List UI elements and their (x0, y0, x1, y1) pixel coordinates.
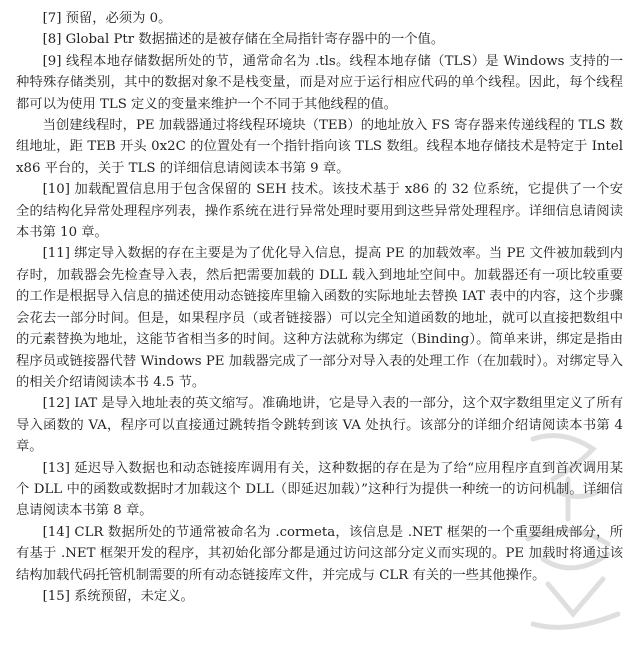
paragraph-8: [8] Global Ptr 数据描述的是被存储在全局指针寄存器中的一个值。 (42, 32, 445, 48)
paragraph-13: [13] 延迟导入数据也和动态链接库调用有关，这种数据的存在是为了给“应用程序直到首次调用某个 DLL 中的函数或数据时才加载这个 DLL（即延迟加载）”这种行为提供一种统一的访问机制。详细信息请阅读本书第 8 章。 (16, 460, 623, 519)
paragraph-15: [15] 系统预留，未定义。 (42, 588, 194, 604)
paragraph-9: [9] 线程本地存储数据所处的节，通常命名为 .tls。线程本地存储（TLS）是 Windows 支持的一种特殊存储类别，其中的数据对象不是栈变量，而是对应于运行相应代码的单个线程。因此，每个线程都可以为使用 TLS 定义的变量来维护一个不同于其他线程的值。 (16, 53, 623, 112)
paragraph-14: [14] CLR 数据所处的节通常被命名为 .cormeta，该信息是 .NET 框架的一个重要组成部分，所有基于 .NET 框架开发的程序，其初始化部分都是通过访问这部分定义而实现的。PE 加载时将通过该结构加载代码托管机制需要的所有动态链接库文件，并完成与 CLR 有关的一些其他操作。 (16, 524, 623, 583)
paragraph-10: [10] 加载配置信息用于包含保留的 SEH 技术。该技术基于 x86 的 32 位系统，它提供了一个安全的结构化异常处理程序列表，操作系统在进行异常处理时要用到这些异常处理程序。详细信息请阅读本书第 10 章。 (16, 182, 623, 241)
paragraph-12: [12] IAT 是导入地址表的英文缩写。准确地讲，它是导入表的一部分，这个双字数组里定义了所有导入函数的 VA，程序可以直接通过跳转指令跳转到该 VA 处执行。该部分的详细介绍请阅读本书第 4 章。 (16, 396, 623, 455)
paragraph-7: [7] 预留，必须为 0。 (42, 11, 172, 26)
paragraph-11: [11] 绑定导入数据的存在主要是为了优化导入信息，提高 PE 的加载效率。当 PE 文件被加载到内存时，加载器会先检查导入表，然后把需要加载的 DLL 载入到地址空间中。加载器还有一项比较重要的工作是根据导入信息的描述使用动态链接库里输入函数的实际地址去替换 IAT 表中的内容，这个步骤会花去一部分时间。但是，如果程序员（或者链接器）可以完全知道函数的地址，就可以直接把数组中的元素替换为地址，这能节省相当多的时间。这种方法就称为绑定（Binding）。简单来讲，绑定是指由程序员或链接器代替 Windows PE 加载器完成了一部分对导入表的处理工作（在加载时）。对绑定导入的相关介绍请阅读本书 4.5 节。 (16, 246, 623, 390)
paragraph-9-continued: 当创建线程时，PE 加载器通过将线程环境块（TEB）的地址放入 FS 寄存器来传递线程的 TLS 数组地址，距 TEB 开头 0x2C 的位置处有一个指针指向该 TLS 数组。线程本地存储技术是特定于 Intel x86 平台的，关于 TLS 的详细信息请阅读本书第 9 章。 (16, 118, 623, 176)
